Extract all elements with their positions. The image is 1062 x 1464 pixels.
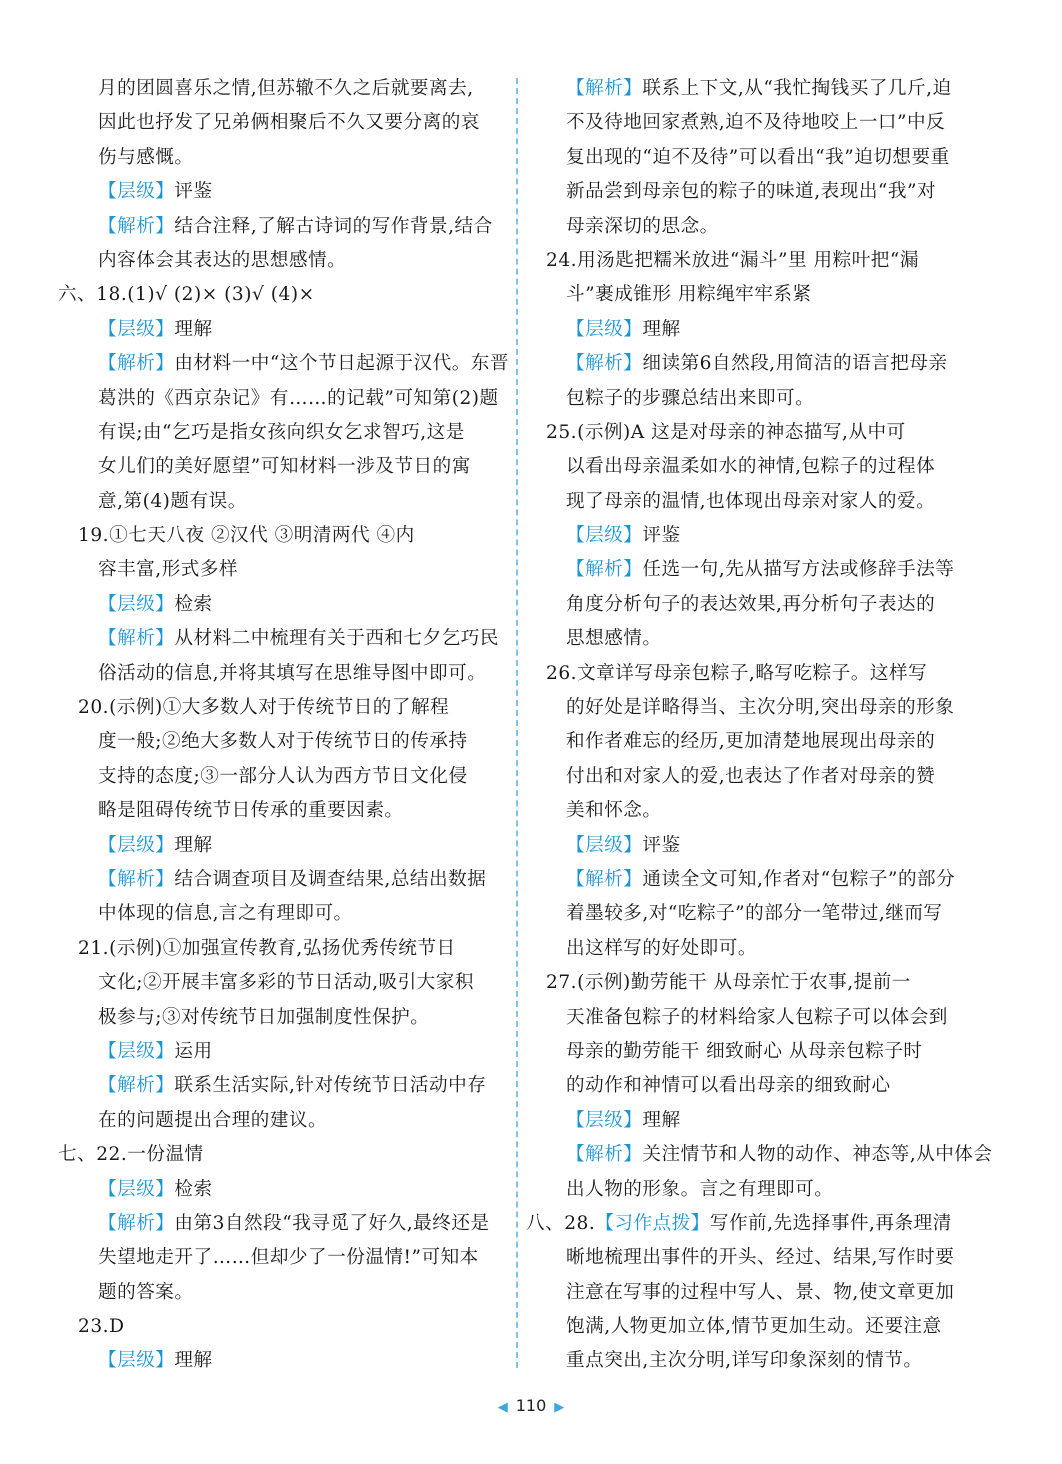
line-text: 以看出母亲温柔如水的神情,包粽子的过程体 [566,456,936,478]
line-text: 出这样写的好处即可。 [566,937,757,959]
line-text: 理解 [174,834,213,856]
line-text: 通读全文可知,作者对“包粽子”的部分 [642,868,956,890]
text-line [546,416,966,450]
label-tag: 【层级】 [566,1109,643,1131]
label-tag: 【层级】 [98,834,175,856]
label-tag: 【解析】 [566,868,643,890]
label-tag: 【解析】 [566,559,643,581]
line-text: 母亲的勤劳能干 细致耐心 从母亲包粽子时 [566,1040,923,1062]
text-line [78,691,498,725]
text-line [546,1173,966,1207]
line-text: 略是阻碍传统节日传承的重要因素。 [98,800,404,822]
line-text: 天准备包粽子的材料给家人包粽子可以体会到 [566,1006,948,1028]
text-line [58,278,498,312]
line-text: 付出和对家人的爱,也表达了作者对母亲的赞 [566,765,936,787]
text-line [546,175,966,209]
text-line [78,725,498,759]
line-text: 角度分析句子的表达效果,再分析句子表达的 [566,593,936,615]
text-line [546,897,966,931]
left-column [58,72,509,1379]
line-text: 检索 [174,1178,213,1200]
text-line [546,588,966,622]
text-line [546,553,966,587]
line-text: 27.(示例)勤劳能干 从母亲忙于农事,提前一 [546,972,911,994]
label-tag: 【层级】 [98,1178,175,1200]
line-text: 关注情节和人物的动作、神态等,从中体会 [642,1144,993,1166]
text-line [78,485,498,519]
line-text: 不及待地回家煮熟,迫不及待地咬上一口”中反 [566,112,946,134]
line-text: 极参与;③对传统节日加强制度性保护。 [98,1006,430,1028]
text-line [546,760,966,794]
line-text: 女儿们的美好愿望”可知材料一涉及节日的寓 [98,456,471,478]
text-line [546,210,966,244]
line-text: 写作前,先选择事件,再条理清 [709,1212,952,1234]
text-line [78,141,498,175]
line-text: 26.文章详写母亲包粽子,略写吃粽子。这样写 [546,662,928,684]
label-tag: 【层级】 [98,593,175,615]
text-line [78,175,498,209]
line-text: 母亲深切的思念。 [566,215,719,237]
line-text: 晰地梳理出事件的开头、经过、结果,写作时要 [566,1247,955,1269]
label-tag: 【解析】 [98,215,175,237]
text-line [78,347,509,381]
line-text: 着墨较多,对“吃粽子”的部分一笔带过,继而写 [566,903,943,925]
label-tag: 【解析】 [98,628,175,650]
line-text: 理解 [642,1109,681,1131]
line-text: 葛洪的《西京杂记》有……的记载”可知第(2)题 [98,387,499,409]
text-line [546,141,966,175]
label-tag: 【习作点拨】 [595,1212,710,1234]
text-line [546,1035,966,1069]
text-line [546,932,966,966]
text-line [546,244,966,278]
text-line [546,313,966,347]
line-text: 包粽子的步骤总结出来即可。 [566,387,815,409]
line-text: 美和怀念。 [566,800,662,822]
line-text: 25.(示例)A 这是对母亲的神态描写,从中可 [546,421,906,443]
line-text: 理解 [174,318,213,340]
text-line [546,519,966,553]
line-text: 六、18.(1)√ (2)× (3)√ (4)× [58,284,315,306]
label-tag: 【解析】 [566,353,643,375]
text-line [78,1035,498,1069]
text-line [58,1138,498,1172]
line-text: 出人物的形象。言之有理即可。 [566,1178,834,1200]
line-text: 容丰富,形式多样 [98,559,239,581]
label-tag: 【层级】 [98,181,175,203]
text-line [78,966,498,1000]
text-line [78,657,498,691]
line-text: 的好处是详略得当、主次分明,突出母亲的形象 [566,697,955,719]
line-text: 伤与感慨。 [98,146,194,168]
line-text: 理解 [642,318,681,340]
line-text: 检索 [174,593,213,615]
line-text: 运用 [174,1040,213,1062]
label-tag: 【解析】 [98,1212,175,1234]
line-text: 联系生活实际,针对传统节日活动中存 [174,1075,487,1097]
text-line [546,1104,966,1138]
text-line [546,1344,966,1378]
text-line [546,382,966,416]
line-text: 评鉴 [174,181,213,203]
page-number: 110 [515,1396,547,1415]
line-text: 七、22.一份温情 [58,1144,204,1166]
line-text: 由第3自然段“我寻觅了好久,最终还是 [174,1212,490,1234]
text-line [78,553,498,587]
line-text: 新品尝到母亲包的粽子的味道,表现出“我”对 [566,181,937,203]
text-line [78,829,498,863]
label-tag: 【层级】 [98,318,175,340]
line-text: 文化;②开展丰富多彩的节日活动,吸引大家积 [98,972,474,994]
line-text: 中体现的信息,言之有理即可。 [98,903,353,925]
right-column [526,72,993,1379]
line-text: 注意在写事的过程中写人、景、物,使文章更加 [566,1281,955,1303]
line-text: 从材料二中梳理有关于西和七夕乞巧民 [174,628,499,650]
label-tag: 【层级】 [566,318,643,340]
label-tag: 【层级】 [98,1040,175,1062]
text-line [78,760,498,794]
line-text: 由材料一中“这个节日起源于汉代。东晋 [174,353,509,375]
line-text: 21.(示例)①加强宣传教育,弘扬优秀传统节日 [78,937,456,959]
line-text: 有误;由“乞巧是指女孩向织女乞求智巧,这是 [98,421,465,443]
line-text: 俗活动的信息,并将其填写在思维导图中即可。 [98,662,487,684]
line-text: 和作者难忘的经历,更加清楚地展现出母亲的 [566,731,936,753]
line-text: 评鉴 [642,834,681,856]
label-tag: 【层级】 [566,834,643,856]
line-text: 任选一句,先从描写方法或修辞手法等 [642,559,955,581]
text-line [78,897,498,931]
question-number: 八、28. [526,1212,596,1234]
text-line [526,1207,966,1241]
text-line [546,622,966,656]
text-line [78,519,498,553]
text-line [546,106,966,140]
text-line [78,313,498,347]
text-line [78,932,498,966]
text-line [78,1344,498,1378]
line-text: 的动作和神情可以看出母亲的细致耐心 [566,1075,891,1097]
page-footer [0,1392,1062,1420]
text-line [546,829,966,863]
text-line [546,278,966,312]
text-line [546,485,966,519]
text-line [546,966,966,1000]
label-tag: 【层级】 [98,1350,175,1372]
line-text: 度一般;②绝大多数人对于传统节日的传承持 [98,731,468,753]
line-text: 评鉴 [642,525,681,547]
text-line [78,794,498,828]
text-line [78,416,498,450]
text-line [78,210,498,244]
text-line [78,588,498,622]
label-tag: 【层级】 [566,525,643,547]
line-text: 饱满,人物更加立体,情节更加生动。还要注意 [566,1316,942,1338]
text-line [546,72,966,106]
text-line [78,382,498,416]
line-text: 现了母亲的温情,也体现出母亲对家人的爱。 [566,490,936,512]
text-line [78,1241,498,1275]
line-text: 结合调查项目及调查结果,总结出数据 [174,868,487,890]
line-text: 联系上下文,从“我忙掏钱买了几斤,迫 [642,78,952,99]
text-line [78,1001,498,1035]
text-line [78,1276,498,1310]
text-line [546,725,966,759]
label-tag: 【解析】 [98,1075,175,1097]
text-line [78,450,498,484]
text-line [546,691,966,725]
line-text: 内容体会其表达的思想感情。 [98,249,347,271]
line-text: 细读第6自然段,用简洁的语言把母亲 [642,353,948,375]
label-tag: 【解析】 [98,353,175,375]
line-text: 23.D [78,1316,125,1338]
line-text: 月的团圆喜乐之情,但苏辙不久之后就要离去, [98,78,474,99]
line-text: 支持的态度;③一部分人认为西方节日文化侵 [98,765,468,787]
text-line [546,1310,966,1344]
line-text: 结合注释,了解古诗词的写作背景,结合 [174,215,493,237]
text-line [546,1241,966,1275]
line-text: 题的答案。 [98,1281,194,1303]
label-tag: 【解析】 [566,1144,643,1166]
line-text: 24.用汤匙把糯米放进“漏斗”里 用粽叶把“漏 [546,249,919,271]
text-line [78,1207,498,1241]
line-text: 思想感情。 [566,628,662,650]
text-line [78,1069,498,1103]
text-line [78,106,498,140]
text-line [546,1069,966,1103]
text-line [546,863,966,897]
line-text: 复出现的“迫不及待”可以看出“我”迫切想要重 [566,146,950,168]
line-text: 20.(示例)①大多数人对于传统节日的了解程 [78,697,450,719]
label-tag: 【解析】 [98,868,175,890]
line-text: 在的问题提出合理的建议。 [98,1109,328,1131]
column-divider [516,78,518,1368]
line-text: 重点突出,主次分明,详写印象深刻的情节。 [566,1350,923,1372]
text-line [546,347,966,381]
line-text: 失望地走开了……但却少了一份温情!”可知本 [98,1247,479,1269]
text-line [78,1310,498,1344]
text-line [546,450,966,484]
prev-page-icon: ◀ [497,1400,508,1415]
text-line [78,72,498,106]
text-line [546,1001,966,1035]
line-text: 意,第(4)题有误。 [98,490,247,512]
text-line [546,794,966,828]
next-page-icon: ▶ [554,1400,565,1415]
text-line [546,657,966,691]
label-tag: 【解析】 [566,78,643,99]
text-line [78,244,498,278]
text-line [78,1104,498,1138]
line-text: 理解 [174,1350,213,1372]
text-line [78,1173,498,1207]
text-line [546,1276,966,1310]
line-text: 19.①七天八夜 ②汉代 ③明清两代 ④内 [78,525,415,547]
text-line [78,863,498,897]
line-text: 斗”裹成锥形 用粽绳牢牢系紧 [566,284,812,306]
text-line [546,1138,993,1172]
line-text: 因此也抒发了兄弟俩相聚后不久又要分离的哀 [98,112,480,134]
text-line [78,622,498,656]
